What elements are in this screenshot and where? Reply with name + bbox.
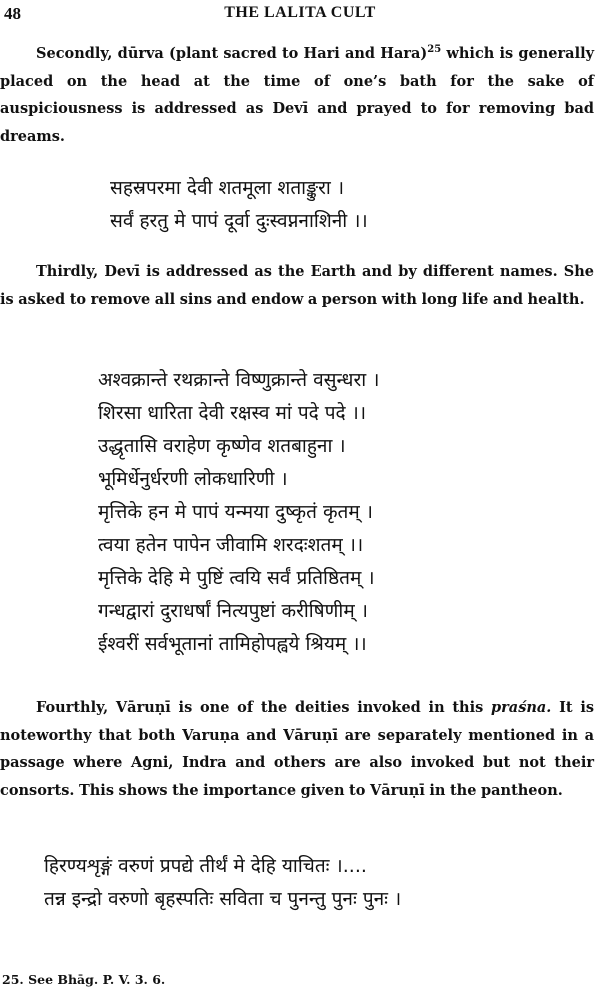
paragraph-durva-text: Secondly, dūrva (plant sacred to Hari and Hara): [36, 45, 428, 62]
verse-line: अश्वक्रान्ते रथक्रान्ते विष्णुक्रान्ते वसुन्धरा ।: [98, 369, 380, 391]
verse-line: त्वया हतेन पापेन जीवामि शरदःशतम् ।।: [98, 534, 364, 556]
verse-earth: [98, 364, 379, 661]
paragraph-durva-text-cont: which is generally placed on the head at the time of one’s bath for the sake of auspiciousness is addressed as Devī and prayed to for removing bad dreams.: [0, 45, 595, 145]
paragraph-varuni-text-cont: It is noteworthy that both Varuṇa and Vāruṇī are separately mentioned in a passage where Agni, Indra and others are also invoked but not their consorts. This shows the importance given to Vāruṇī in the pantheon.: [0, 699, 594, 799]
term-prasna: praśna.: [491, 699, 552, 716]
running-title: THE LALITA CULT: [224, 4, 376, 21]
verse-line: सर्वं हरतु मे पापं दूर्वा दुःस्वप्ननाशिनी ।।: [110, 210, 368, 232]
footnote-marker: 25: [427, 44, 442, 56]
paragraph-varuni: [0, 694, 594, 804]
paragraph-earth: [0, 258, 594, 313]
verse-line: उद्धृतासि वराहेण कृष्णेव शतबाहुना ।: [98, 435, 346, 457]
page-header: [0, 0, 600, 28]
footnote: 25. See Bhāg. P. V. 3. 6.: [2, 972, 166, 987]
verse-line: ईश्वरीं सर्वभूतानां तामिहोपह्वये श्रियम् ।।: [98, 633, 367, 655]
verse-line: मृत्तिके देहि मे पुष्टिं त्वयि सर्वं प्रतिष्ठितम् ।: [98, 567, 375, 589]
page-number: 48: [4, 4, 21, 23]
paragraph-durva: [0, 40, 594, 150]
verse-line: मृत्तिके हन मे पापं यन्मया दुष्कृतं कृतम् ।: [98, 501, 373, 523]
verse-varuni: [44, 850, 401, 916]
verse-line: हिरण्यशृङ्गं वरुणं प्रपद्ये तीर्थं मे देहि याचितः ।....: [44, 855, 367, 877]
verse-line: सहस्रपरमा देवी शतमूला शताङ्कुरा ।: [110, 177, 345, 199]
verse-line: शिरसा धारिता देवी रक्षस्व मां पदे पदे ।।: [98, 402, 367, 424]
verse-line: गन्धद्वारां दुराधर्षां नित्यपुष्टां करीषिणीम् ।: [98, 600, 368, 622]
verse-line: तन्न इन्द्रो वरुणो बृहस्पतिः सविता च पुनन्तु पुनः पुनः ।: [44, 888, 402, 910]
paragraph-earth-text: Thirdly, Devī is addressed as the Earth and by different names. She is asked to remove all sins and endow a person with long life and health.: [0, 263, 594, 308]
verse-line: भूमिर्धेनुर्धरणी लोकधारिणी ।: [98, 468, 288, 490]
verse-durva: [110, 172, 368, 238]
paragraph-varuni-text: Fourthly, Vāruṇī is one of the deities invoked in this: [36, 699, 492, 716]
